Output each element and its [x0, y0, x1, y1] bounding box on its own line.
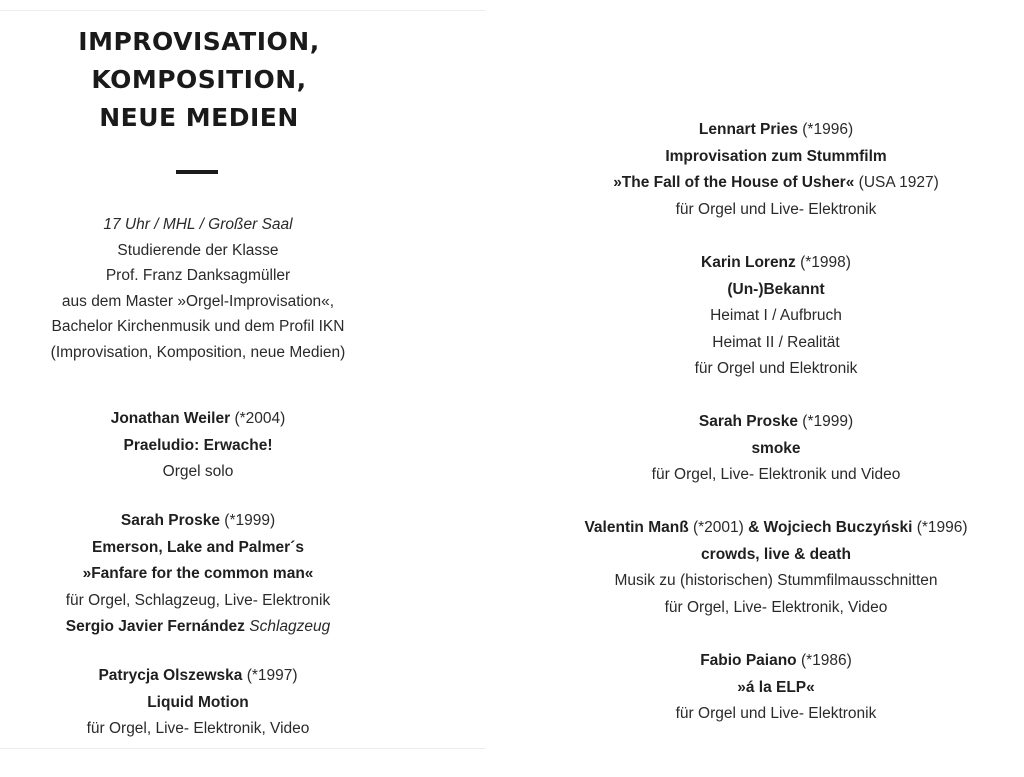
intro-line: Studierende der Klasse	[117, 241, 279, 259]
program-page-left	[0, 10, 485, 748]
program-item	[20, 406, 376, 486]
intro-line: Prof. Franz Danksagmüller	[105, 267, 291, 284]
composer-name: Sarah Proske	[698, 413, 798, 430]
performer-role: Schlagzeug	[249, 618, 331, 635]
program-item	[20, 508, 376, 641]
movement: Heimat II / Realität	[712, 333, 840, 351]
composer-connector: &	[748, 519, 760, 536]
composer-year: (*2004)	[234, 410, 286, 427]
composer-name: Patrycja Olszewska	[98, 667, 243, 684]
composer-name: Sarah Proske	[120, 512, 220, 529]
composer-line	[548, 117, 1004, 144]
composer-name: Lennart Pries	[698, 121, 798, 138]
program-item	[548, 250, 1004, 383]
work-title: »Fanfare for the common man«	[82, 565, 314, 582]
program-item	[548, 515, 1004, 621]
intro-line: Bachelor Kirchenmusik und dem Profil IKN	[51, 318, 345, 335]
composer-line	[20, 508, 376, 535]
program-item	[548, 117, 1004, 223]
composer-year: (*1997)	[246, 667, 298, 684]
composer-name: Valentin Manß	[584, 519, 689, 536]
intro-line: aus dem Master »Orgel-Improvisation«,	[61, 292, 335, 310]
work-description: Musik zu (historischen) Stummfilmausschnitten	[614, 572, 938, 589]
composer-name: Wojciech Buczyński	[763, 519, 913, 536]
work-title: (Un-)Bekannt	[727, 280, 825, 298]
composer-line	[20, 406, 376, 433]
work-title-line	[548, 170, 1004, 197]
work-title: Improvisation zum Stummfilm	[665, 147, 887, 165]
composer-line	[20, 663, 376, 690]
work-title: Emerson, Lake and Palmer´s	[92, 538, 304, 556]
work-title: crowds, live & death	[701, 545, 851, 563]
composer-year: (*1996)	[916, 519, 968, 536]
page-heading	[40, 23, 358, 137]
heading-line: KOMPOSITION,	[91, 65, 307, 94]
event-intro	[20, 212, 376, 365]
instrumentation: für Orgel und Elektronik	[694, 360, 858, 377]
instrumentation: für Orgel und Live- Elektronik	[675, 705, 877, 722]
performer-name: Sergio Javier Fernández	[65, 618, 245, 635]
composer-line	[548, 250, 1004, 277]
instrumentation: für Orgel, Live- Elektronik und Video	[651, 466, 901, 483]
performer-line	[20, 614, 376, 641]
program-page-right	[548, 0, 1024, 777]
program-item	[548, 648, 1004, 728]
instrumentation: für Orgel, Live- Elektronik, Video	[664, 598, 888, 616]
composer-line	[548, 648, 1004, 675]
heading-line: IMPROVISATION,	[78, 27, 320, 56]
intro-line: (Improvisation, Komposition, neue Medien)	[50, 343, 346, 361]
composer-year: (*1986)	[800, 652, 852, 669]
instrumentation: Orgel solo	[162, 463, 234, 480]
composer-year: (*2001)	[692, 519, 744, 536]
instrumentation: für Orgel und Live- Elektronik	[675, 200, 877, 218]
composer-line	[548, 515, 1004, 542]
work-title: smoke	[751, 439, 801, 457]
movement: Heimat I / Aufbruch	[710, 307, 842, 324]
composer-name: Jonathan Weiler	[110, 410, 231, 427]
heading-line: NEUE MEDIEN	[99, 103, 299, 132]
composer-line	[548, 409, 1004, 436]
composer-name: Karin Lorenz	[701, 254, 796, 271]
instrumentation: für Orgel, Live- Elektronik, Video	[86, 720, 310, 737]
event-location: 17 Uhr / MHL / Großer Saal	[103, 216, 293, 233]
composer-year: (*1998)	[800, 254, 851, 271]
program-item	[548, 409, 1004, 489]
heading-divider	[176, 170, 218, 174]
work-title: »á la ELP«	[737, 678, 815, 696]
work-title: Praeludio: Erwache!	[123, 436, 273, 454]
composer-name: Fabio Paiano	[700, 652, 797, 669]
composer-year: (*1999)	[224, 512, 276, 529]
work-origin: (USA 1927)	[858, 174, 939, 191]
program-item	[20, 663, 376, 743]
work-title: »The Fall of the House of Usher«	[613, 174, 855, 191]
composer-year: (*1999)	[802, 413, 854, 430]
composer-year: (*1996)	[802, 121, 854, 138]
instrumentation: für Orgel, Schlagzeug, Live- Elektronik	[65, 591, 331, 609]
work-title: Liquid Motion	[147, 693, 249, 711]
